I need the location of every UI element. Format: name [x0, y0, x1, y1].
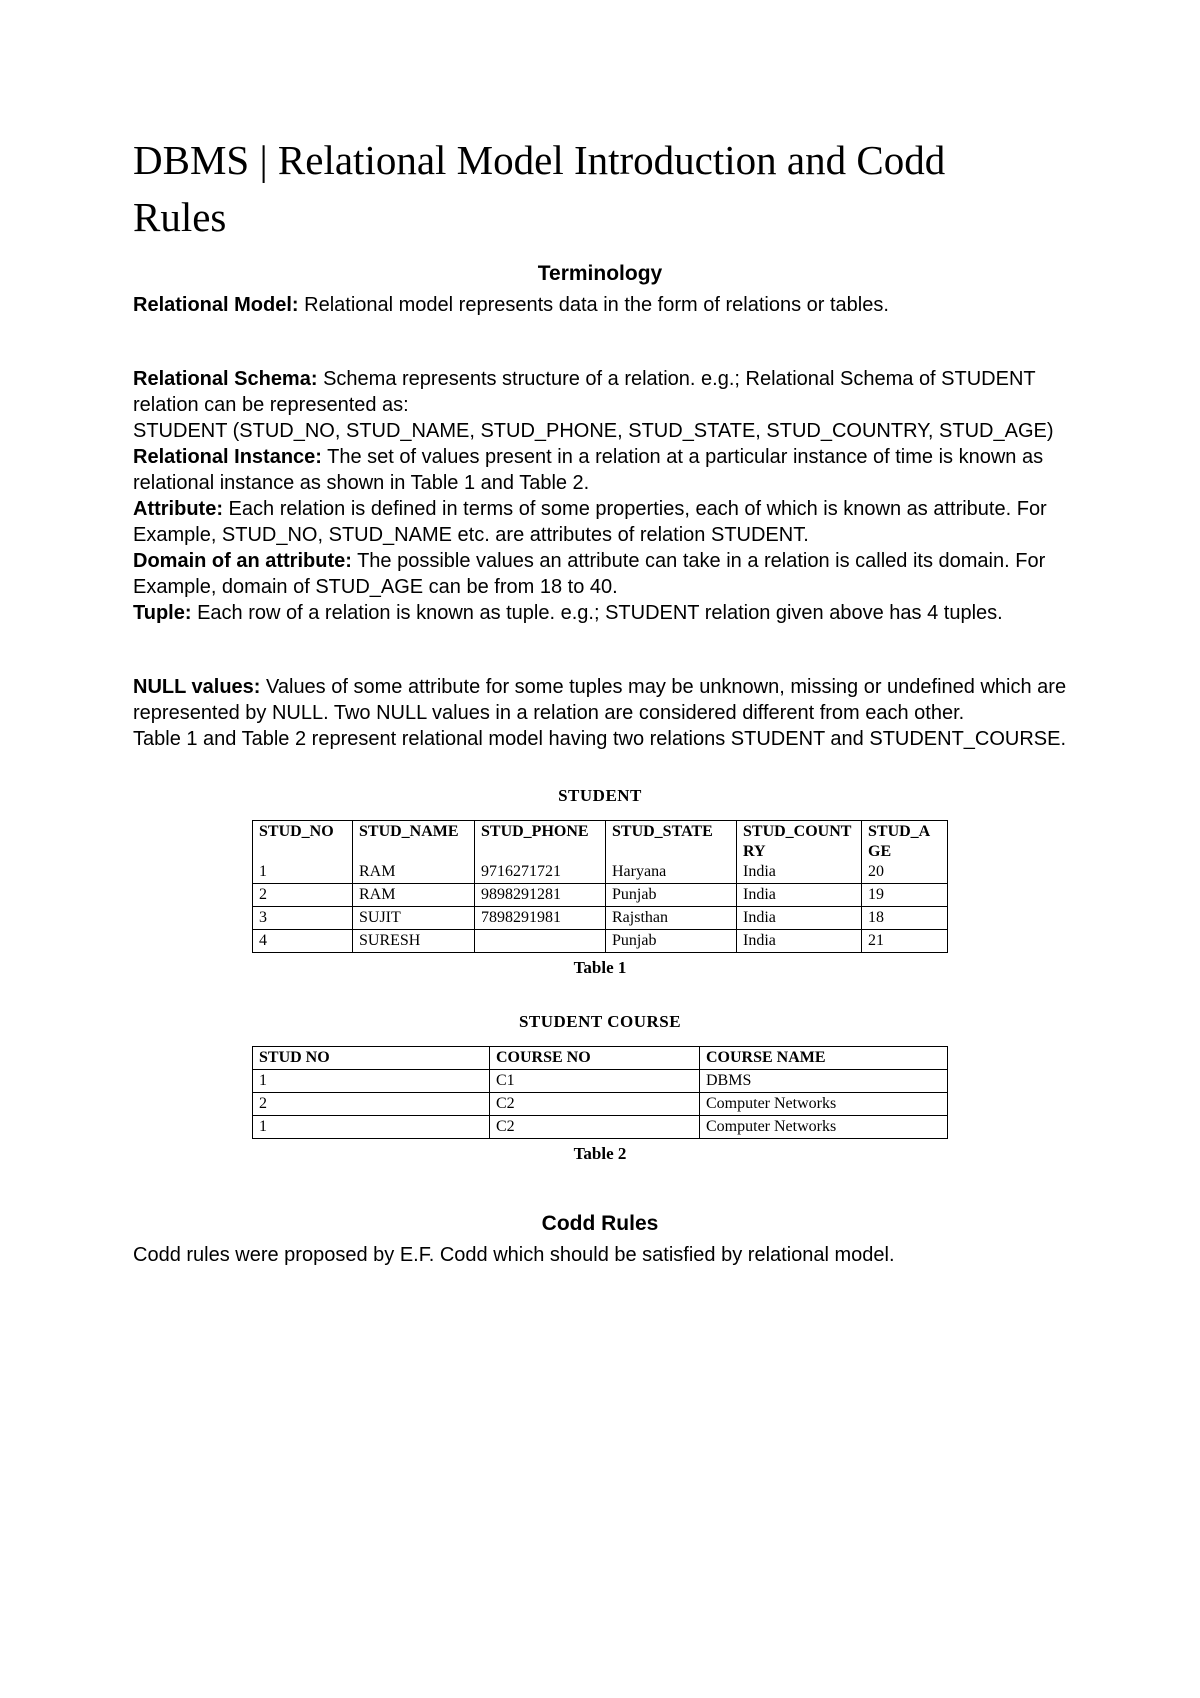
table-cell: Punjab: [606, 884, 737, 907]
table-cell: DBMS: [700, 1070, 948, 1093]
student-table: [252, 820, 948, 953]
student-table-header-row: [253, 821, 948, 863]
term-text-attribute: Each relation is defined in terms of some properties, each of which is known as attribute. For Example, STUD_NO, STUD_NAME etc. are attributes of relation STUDENT.: [133, 498, 1047, 546]
table-cell: 4: [253, 930, 353, 953]
term-text-domain: The possible values an attribute can take in a relation is called its domain. For Example, domain of STUD_AGE can be from 18 to 40.: [133, 550, 1046, 598]
table-cell: C2: [490, 1093, 700, 1116]
table-cell: RAM: [353, 884, 475, 907]
paragraph-relational-schema: [133, 366, 1067, 418]
table-cell: 1: [253, 862, 353, 884]
paragraph-schema-notation: STUDENT (STUD_NO, STUD_NAME, STUD_PHONE, STUD_STATE, STUD_COUNTRY, STUD_AGE): [133, 420, 1054, 442]
spacer: [133, 318, 1067, 366]
table-row: [253, 1116, 948, 1139]
student-course-table-header-row: [253, 1047, 948, 1070]
table-cell: 20: [862, 862, 948, 884]
term-label-attribute: Attribute:: [133, 498, 223, 520]
term-text-relational-instance: The set of values present in a relation at a particular instance of time is known as relational instance as shown in Table 1 and Table 2.: [133, 446, 1044, 494]
column-header-course-no: COURSE NO: [490, 1047, 700, 1070]
paragraph-codd-rules: Codd rules were proposed by E.F. Codd which should be satisfied by relational model.: [133, 1244, 895, 1266]
term-text-null-values: Values of some attribute for some tuples may be unknown, missing or undefined which are represented by NULL. Two NULL values in a relation are considered different from each other.: [133, 676, 1067, 724]
term-label-domain: Domain of an attribute:: [133, 550, 352, 572]
paragraph-attribute: [133, 496, 1067, 548]
spacer: [133, 626, 1067, 674]
table-cell: India: [737, 862, 862, 884]
table-cell: [475, 930, 606, 953]
column-header-course-name: COURSE NAME: [700, 1047, 948, 1070]
table-cell: Computer Networks: [700, 1093, 948, 1116]
paragraph-relational-model: [133, 292, 1067, 318]
table-row: [253, 1070, 948, 1093]
table-cell: 2: [253, 884, 353, 907]
paragraph-domain: [133, 548, 1067, 600]
table-cell: India: [737, 930, 862, 953]
table-cell: India: [737, 907, 862, 930]
student-course-table-section: [133, 1012, 1067, 1164]
table-cell: 9716271721: [475, 862, 606, 884]
term-label-relational-model: Relational Model:: [133, 294, 299, 316]
table-cell: C1: [490, 1070, 700, 1093]
terminology-heading: Terminology: [537, 262, 663, 285]
table-cell: 1: [253, 1070, 490, 1093]
column-header-stud-name: STUD_NAME: [353, 821, 475, 863]
term-text-relational-model: Relational model represents data in the form of relations or tables.: [304, 294, 889, 316]
table-cell: 7898291981: [475, 907, 606, 930]
column-header-stud-no: STUD NO: [253, 1047, 490, 1070]
table-row: [253, 884, 948, 907]
table-cell: 9898291281: [475, 884, 606, 907]
term-label-relational-instance: Relational Instance:: [133, 446, 322, 468]
term-label-relational-schema: Relational Schema:: [133, 368, 318, 390]
term-text-tuple: Each row of a relation is known as tuple. e.g.; STUDENT relation given above has 4 tuples.: [197, 602, 1003, 624]
table-cell: Computer Networks: [700, 1116, 948, 1139]
table-cell: 2: [253, 1093, 490, 1116]
table-row: [253, 862, 948, 884]
table-cell: SURESH: [353, 930, 475, 953]
term-text-relational-schema: Schema represents structure of a relation. e.g.; Relational Schema of STUDENT relation can be represented as:: [133, 368, 1036, 416]
table-cell: 1: [253, 1116, 490, 1139]
table-cell: Rajsthan: [606, 907, 737, 930]
student-table-title: STUDENT: [558, 786, 642, 805]
table-cell: 19: [862, 884, 948, 907]
table-row: [253, 930, 948, 953]
student-course-table-title: STUDENT COURSE: [518, 1012, 682, 1031]
term-label-tuple: Tuple:: [133, 602, 192, 624]
term-label-null-values: NULL values:: [133, 676, 261, 698]
table-cell: India: [737, 884, 862, 907]
table-cell: 3: [253, 907, 353, 930]
table-cell: 21: [862, 930, 948, 953]
table1-caption: Table 1: [573, 958, 627, 977]
student-course-table: [252, 1046, 948, 1139]
codd-rules-heading: Codd Rules: [541, 1212, 659, 1235]
table-cell: 18: [862, 907, 948, 930]
table-cell: Punjab: [606, 930, 737, 953]
table-row: [253, 1093, 948, 1116]
column-header-stud-country: STUD_COUNTRY: [737, 821, 862, 863]
table-cell: RAM: [353, 862, 475, 884]
table-cell: Haryana: [606, 862, 737, 884]
table2-caption: Table 2: [573, 1144, 627, 1163]
column-header-stud-no: STUD_NO: [253, 821, 353, 863]
table-cell: SUJIT: [353, 907, 475, 930]
paragraph-tuple: [133, 600, 1067, 626]
student-table-section: [133, 786, 1067, 978]
column-header-stud-state: STUD_STATE: [606, 821, 737, 863]
paragraph-tables-intro: Table 1 and Table 2 represent relational model having two relations STUDENT and STUDENT_COURSE.: [133, 728, 1067, 750]
column-header-stud-age: STUD_AGE: [862, 821, 948, 863]
paragraph-null-values: [133, 674, 1067, 726]
table-row: [253, 907, 948, 930]
paragraph-relational-instance: [133, 444, 1067, 496]
table-cell: C2: [490, 1116, 700, 1139]
column-header-stud-phone: STUD_PHONE: [475, 821, 606, 863]
page-title: DBMS | Relational Model Introduction and Codd Rules: [133, 137, 946, 240]
